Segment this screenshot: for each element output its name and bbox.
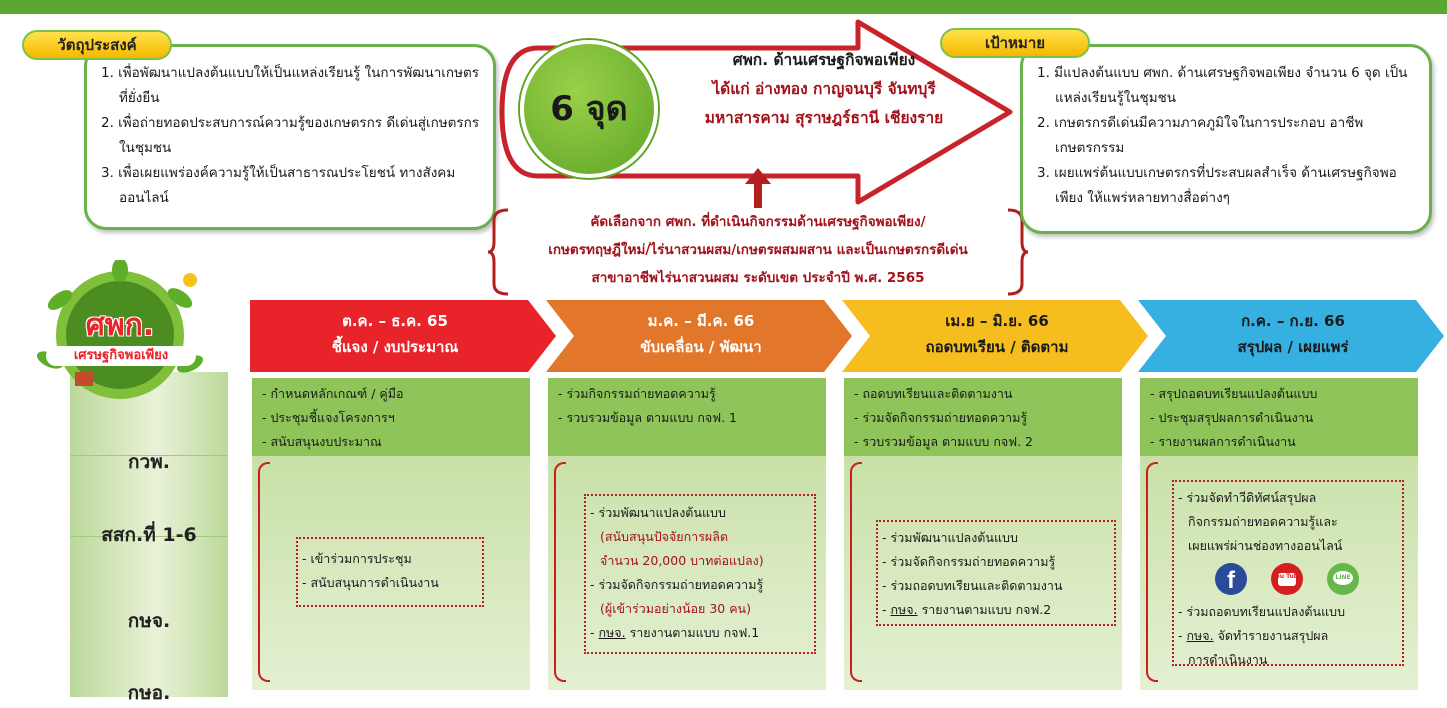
phase-1-header xyxy=(260,308,530,360)
phase-box-item: - เข้าร่วมการประชุม xyxy=(302,551,412,566)
phase-box-note: (ผู้เข้าร่วมอย่างน้อย 30 คน) xyxy=(600,601,751,616)
goal-item: 1. มีแปลงต้นแบบ ศพก. ด้านเศรษฐกิจพอเพียง จำนวน 6 จุด เป็นแหล่งเรียนรู้ในชุมชน xyxy=(1037,65,1408,106)
kschj-underlined: กษจ. xyxy=(1186,628,1214,643)
objective-box xyxy=(84,44,496,230)
phase-3-header xyxy=(862,308,1132,360)
goal-list xyxy=(1023,47,1429,211)
goal-tag: เป้าหมาย xyxy=(940,28,1090,58)
line-label: LINE xyxy=(1335,574,1351,581)
phase-2-box xyxy=(584,494,816,654)
phase-box-item: - ร่วมพัฒนาแปลงต้นแบบ xyxy=(882,530,1018,545)
row-label-kwp: กวพ. xyxy=(128,451,170,473)
phase-box-item: เผยแพร่ผ่านช่องทางออนไลน์ xyxy=(1188,538,1343,553)
row-label-ksa: กษอ. xyxy=(127,682,171,704)
row-label-ssk: สสก.ที่ 1-6 xyxy=(101,524,197,546)
phase-top-item: - ถอดบทเรียนและติดตามงาน xyxy=(854,386,1013,401)
phase-task: ถอดบทเรียน / ติดตาม xyxy=(925,338,1069,356)
goal-item: 2. เกษตรกรดีเด่นมีความภาคภูมิใจในการประกอบ อาชีพเกษตรกรรม xyxy=(1037,115,1364,156)
phase-period: เม.ย – มิ.ย. 66 xyxy=(945,312,1049,330)
phase-top-item: - กำหนดหลักเกณฑ์ / คู่มือ xyxy=(262,386,404,401)
phase-box-report: - กษจ. จัดทำรายงานสรุปผล xyxy=(1178,628,1329,643)
phase-top-item: - ร่วมจัดกิจกรรมถ่ายทอดความรู้ xyxy=(854,410,1028,425)
logo xyxy=(20,260,220,410)
center-line-2: ได้แก่ อ่างทอง กาญจนบุรี จันทบุรี xyxy=(712,80,936,98)
center-line-1: ศพก. ด้านเศรษฐกิจพอเพียง xyxy=(732,51,916,69)
phase-box-item: - สนับสนุนการดำเนินงาน xyxy=(302,575,439,590)
up-arrow-icon xyxy=(745,168,771,208)
objective-item: 2. เพื่อถ่ายทอดประสบการณ์ความรู้ของเกษตรกร ดีเด่นสู่เกษตรกรในชุมชน xyxy=(101,115,480,156)
phase-4-header xyxy=(1158,308,1428,360)
phase-box-item: - ร่วมถอดบทเรียนแปลงต้นแบบ xyxy=(1178,604,1346,619)
social-icons xyxy=(1178,558,1398,600)
phase-2-top-list xyxy=(558,382,820,430)
phase-4-top-list xyxy=(1150,382,1412,454)
center-text xyxy=(664,46,984,133)
selection-text xyxy=(498,208,1018,292)
phase-3-top-list xyxy=(854,382,1116,454)
phase-box-item: - ร่วมจัดกิจกรรมถ่ายทอดความรู้ xyxy=(590,577,764,592)
phase-4-bracket xyxy=(1146,462,1158,682)
report-text: รายงานตามแบบ กจฟ.2 xyxy=(917,602,1052,617)
goal-item: 3. เผยแพร่ต้นแบบเกษตรกรที่ประสบผลสำเร็จ ด้านเศรษฐกิจพอเพียง ให้แพร่หลายทางสื่อต่างๆ xyxy=(1037,165,1397,206)
objective-list xyxy=(87,47,493,211)
row-label-kschj: กษจ. xyxy=(127,610,171,632)
phase-top-item: - ประชุมชี้แจงโครงการฯ xyxy=(262,410,395,425)
logo-subtitle: เศรษฐกิจพอเพียง xyxy=(46,346,196,366)
facebook-icon xyxy=(1214,562,1248,596)
objective-item: 3. เพื่อเผยแพร่องค์ความรู้ให้เป็นสาธารณประโยชน์ ทางสังคมออนไลน์ xyxy=(101,165,456,206)
phase-top-item: - สรุปถอดบทเรียนแปลงต้นแบบ xyxy=(1150,386,1318,401)
phase-box-note: (สนับสนุนปัจจัยการผลิต xyxy=(600,529,729,544)
goal-box xyxy=(1020,44,1432,234)
kschj-underlined: กษจ. xyxy=(598,625,626,640)
phase-box-report: - กษจ. รายงานตามแบบ กจฟ.1 xyxy=(590,625,760,640)
phase-top-item: - รวบรวมข้อมูล ตามแบบ กจฟ. 2 xyxy=(854,434,1033,449)
selection-line-3: สาขาอาชีพไร่นาสวนผสม ระดับเขต ประจำปี พ.ศ. 2565 xyxy=(591,270,925,286)
phase-box-item: - ร่วมจัดกิจกรรมถ่ายทอดความรู้ xyxy=(882,554,1056,569)
phase-task: สรุปผล / เผยแพร่ xyxy=(1237,338,1349,356)
phase-1-top-list xyxy=(262,382,524,454)
phase-task: ขับเคลื่อน / พัฒนา xyxy=(640,338,762,356)
phase-box-item: การดำเนินงาน xyxy=(1188,652,1268,667)
phase-box-item: - ร่วมพัฒนาแปลงต้นแบบ xyxy=(590,505,726,520)
phase-top-item: - รวบรวมข้อมูล ตามแบบ กจฟ. 1 xyxy=(558,410,737,425)
six-points-circle xyxy=(520,40,658,178)
phase-box-note: จำนวน 20,000 บาทต่อแปลง) xyxy=(600,553,764,568)
phase-box-item: กิจกรรมถ่ายทอดความรู้และ xyxy=(1188,514,1338,529)
center-line-3: มหาสารคาม สุราษฎร์ธานี เชียงราย xyxy=(704,109,944,127)
report-text: จัดทำรายงานสรุปผล xyxy=(1213,628,1329,643)
phase-period: ต.ค. – ธ.ค. 65 xyxy=(342,312,448,330)
phase-3-box xyxy=(876,520,1116,626)
kschj-underlined: กษจ. xyxy=(890,602,918,617)
objective-tag: วัตถุประสงค์ xyxy=(22,30,172,60)
phase-top-item: - รายงานผลการดำเนินงาน xyxy=(1150,434,1296,449)
svg-text:f: f xyxy=(1227,567,1235,594)
phase-box-item: - ร่วมจัดทำวีดิทัศน์สรุปผล xyxy=(1178,490,1317,505)
phase-1-box xyxy=(296,537,484,607)
phase-top-item: - ประชุมสรุปผลการดำเนินงาน xyxy=(1150,410,1314,425)
youtube-label: You Tube xyxy=(1271,573,1303,580)
phase-top-item: - สนับสนุนงบประมาณ xyxy=(262,434,382,449)
phase-2-bracket xyxy=(554,462,566,682)
phase-task: ชี้แจง / งบประมาณ xyxy=(331,338,459,356)
phase-3-bracket xyxy=(850,462,862,682)
phase-1-bracket xyxy=(258,462,270,682)
six-points-label: 6 จุด xyxy=(550,89,628,129)
top-bar xyxy=(0,0,1447,14)
selection-line-1: คัดเลือกจาก ศพก. ที่ดำเนินกิจกรรมด้านเศรษฐกิจพอเพียง/ xyxy=(590,214,926,230)
phase-2-header xyxy=(566,308,836,360)
selection-line-2: เกษตรทฤษฎีใหม่/ไร่นาสวนผสม/เกษตรผสมผสาน และเป็นเกษตรกรดีเด่น xyxy=(548,242,968,258)
objective-item: 1. เพื่อพัฒนาแปลงต้นแบบให้เป็นแหล่งเรียนรู้ ในการพัฒนาเกษตรที่ยั่งยืน xyxy=(101,65,480,106)
phase-4-box xyxy=(1172,480,1404,666)
phase-box-report: - กษจ. รายงานตามแบบ กจฟ.2 xyxy=(882,602,1052,617)
phase-period: ก.ค. – ก.ย. 66 xyxy=(1241,312,1345,330)
report-text: รายงานตามแบบ กจฟ.1 xyxy=(625,625,760,640)
logo-title: ศพก. xyxy=(85,308,155,343)
phase-top-item: - ร่วมกิจกรรมถ่ายทอดความรู้ xyxy=(558,386,716,401)
phase-period: ม.ค. – มี.ค. 66 xyxy=(647,312,755,330)
phase-box-item: - ร่วมถอดบทเรียนและติดตามงาน xyxy=(882,578,1063,593)
